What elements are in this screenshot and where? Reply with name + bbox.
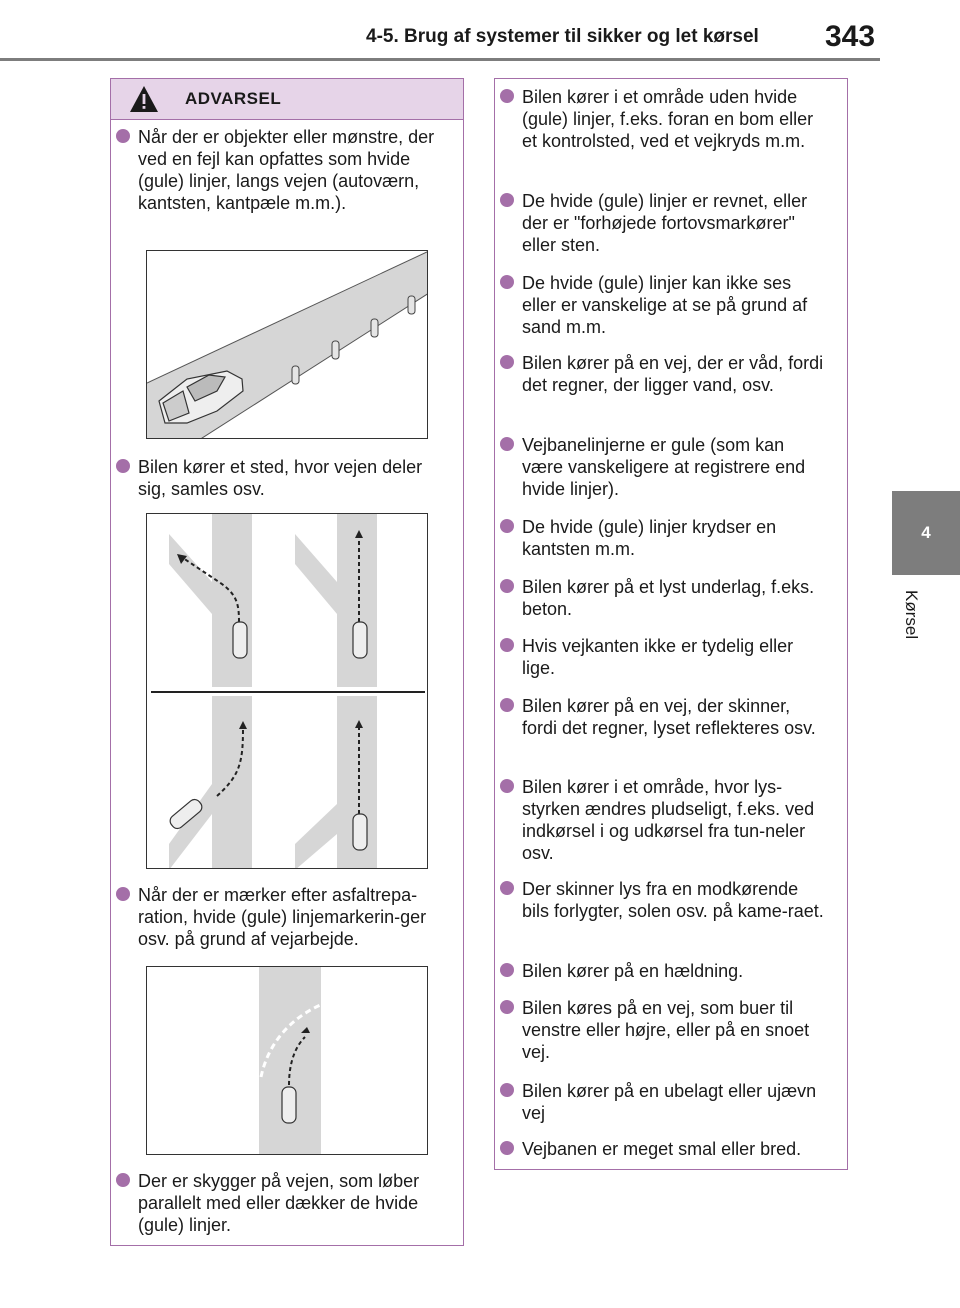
figure-road-repair-marks xyxy=(146,966,428,1155)
bullet-dot-icon xyxy=(500,437,514,451)
bullet-dot-icon xyxy=(116,887,130,901)
bullet-dot-icon xyxy=(500,1141,514,1155)
header-rule xyxy=(0,58,880,61)
condition-item: De hvide (gule) linjer er revnet, eller der er "forhøjede fortovsmarkører" eller sten. xyxy=(500,190,830,256)
bullet-dot-icon xyxy=(500,355,514,369)
warning-title: ADVARSEL xyxy=(185,89,282,108)
bullet-dot-icon xyxy=(500,779,514,793)
chapter-label-text: Kørsel xyxy=(902,590,921,640)
bullet-dot-icon xyxy=(500,881,514,895)
bullet-dot-icon xyxy=(500,638,514,652)
condition-item: De hvide (gule) linjer krydser en kantsten m.m. xyxy=(500,516,830,560)
warning-item: Når der er objekter eller mønstre, der ved en fejl kan opfattes som hvide (gule) linjer, langs vejen (autoværn, kantsten, kantpæle m.m.). xyxy=(116,126,436,214)
section-title: 4-5. Brug af systemer til sikker og let kørsel xyxy=(366,26,759,47)
bullet-dot-icon xyxy=(500,579,514,593)
condition-item: Bilen køres på en vej, som buer til venstre eller højre, eller på en snoet vej. xyxy=(500,997,830,1063)
condition-item: Bilen kører i et område, hvor lys-styrken ændres pludseligt, f.eks. ved indkørsel i og udkørsel fra tun-neler osv. xyxy=(500,776,830,864)
figure-guardrail-road xyxy=(146,250,428,439)
chapter-label xyxy=(895,590,921,670)
condition-item: Bilen kører på en ubelagt eller ujævn vej xyxy=(500,1080,830,1124)
condition-item: Vejbanelinjerne er gule (som kan være vanskeligere at registrere end hvide linjer). xyxy=(500,434,830,500)
bullet-dot-icon xyxy=(500,275,514,289)
warning-item: Bilen kører et sted, hvor vejen deler sig, samles osv. xyxy=(116,456,446,500)
chapter-tab: 4 xyxy=(892,491,960,575)
bullet-dot-icon xyxy=(116,1173,130,1187)
figure-road-splits xyxy=(146,513,428,869)
bullet-dot-icon xyxy=(500,1083,514,1097)
bullet-dot-icon xyxy=(500,193,514,207)
bullet-dot-icon xyxy=(500,698,514,712)
bullet-dot-icon xyxy=(116,459,130,473)
condition-item: De hvide (gule) linjer kan ikke ses eller er vanskelige at se på grund af sand m.m. xyxy=(500,272,830,338)
condition-item: Hvis vejkanten ikke er tydelig eller lige. xyxy=(500,635,830,679)
condition-item: Bilen kører på en hældning. xyxy=(500,960,830,982)
condition-item: Der skinner lys fra en modkørende bils forlygter, solen osv. på kame-raet. xyxy=(500,878,830,922)
condition-item: Bilen kører på et lyst underlag, f.eks. beton. xyxy=(500,576,830,620)
warning-item: Der er skygger på vejen, som løber parallelt med eller dækker de hvide (gule) linjer. xyxy=(116,1170,446,1236)
bullet-dot-icon xyxy=(116,129,130,143)
condition-item: Bilen kører på en vej, der skinner, fordi det regner, lyset reflekteres osv. xyxy=(500,695,830,739)
warning-header xyxy=(111,79,463,120)
bullet-dot-icon xyxy=(500,89,514,103)
page-number: 343 xyxy=(825,20,876,53)
bullet-dot-icon xyxy=(500,1000,514,1014)
condition-item: Bilen kører i et område uden hvide (gule) linjer, f.eks. foran en bom eller et kontrolsted, ved et vejkryds m.m. xyxy=(500,86,830,152)
warning-triangle-icon xyxy=(129,85,159,113)
condition-item: Vejbanen er meget smal eller bred. xyxy=(500,1138,830,1160)
bullet-dot-icon xyxy=(500,963,514,977)
warning-item: Når der er mærker efter asfaltrepa-ration, hvide (gule) linjemarkerin-ger osv. på grund af vejarbejde. xyxy=(116,884,446,950)
bullet-dot-icon xyxy=(500,519,514,533)
condition-item: Bilen kører på en vej, der er våd, fordi det regner, der ligger vand, osv. xyxy=(500,352,830,396)
